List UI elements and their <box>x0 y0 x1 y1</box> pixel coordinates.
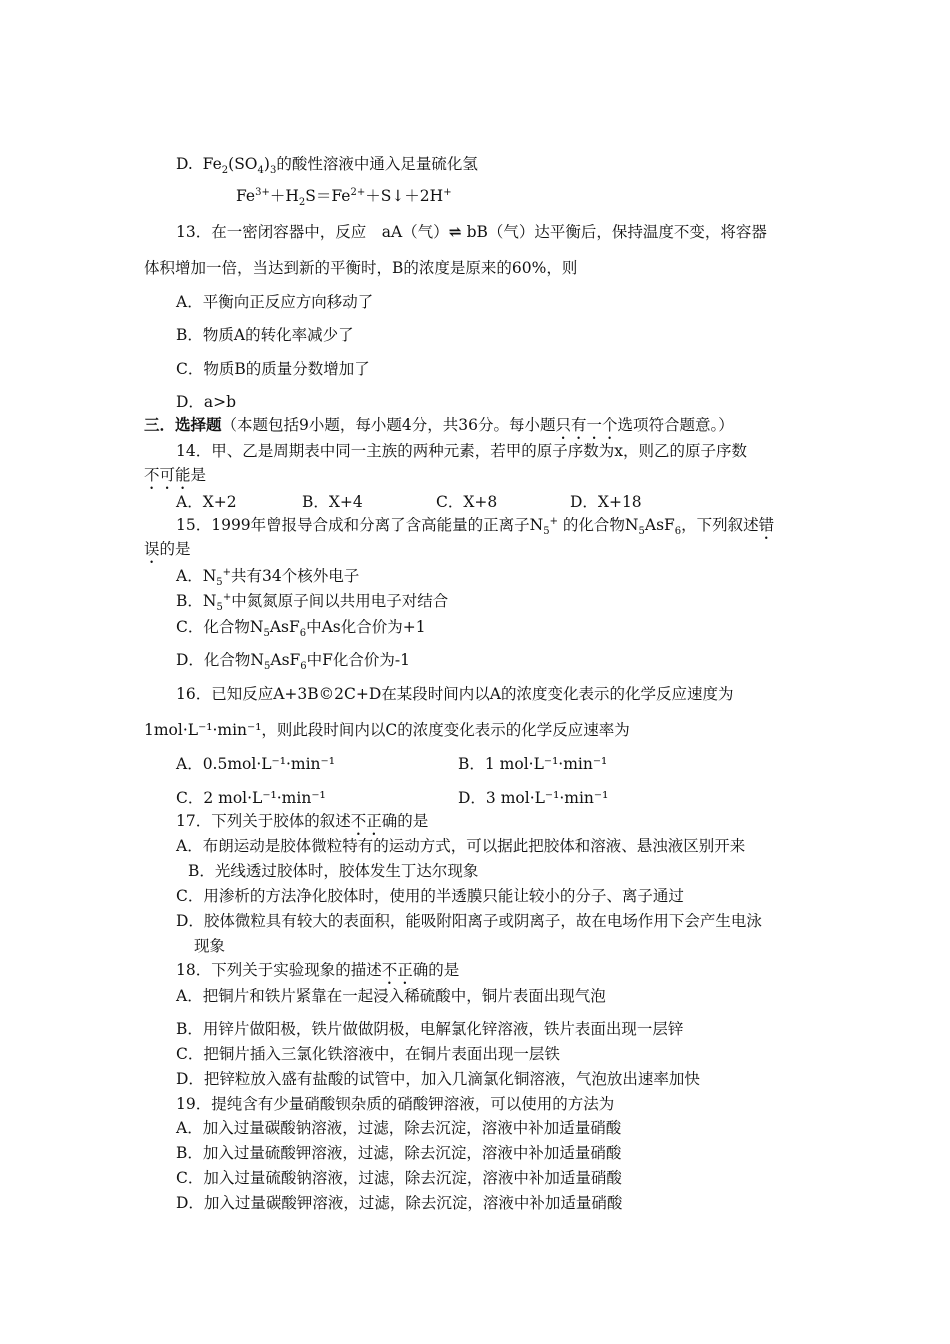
q18-option-b: B．用锌片做阳极，铁片做做阴极，电解氯化锌溶液，铁片表面出现一层锌 <box>176 1020 684 1038</box>
q13-option-b: B．物质A的转化率减少了 <box>176 326 354 344</box>
q18-option-a: A．把铜片和铁片紧靠在一起浸入稀硫酸中，铜片表面出现气泡 <box>176 987 606 1005</box>
q15-sub: 5 <box>638 526 645 538</box>
q15-text: B．N <box>176 592 217 610</box>
q15-text: 的化合物N <box>558 516 639 534</box>
q13-stem-line2: 体积增加一倍，当达到新的平衡时，B的浓度是原来的60%，则 <box>144 259 578 277</box>
q12-option-d <box>176 154 478 177</box>
q15-stem-line2 <box>144 539 191 567</box>
q15-text: A．N <box>176 567 217 585</box>
q15-sub: 5 <box>543 526 550 538</box>
q19-option-b: B．加入过量硫酸钾溶液，过滤，除去沉淀，溶液中补加适量硝酸 <box>176 1144 622 1162</box>
q15-option-d <box>176 650 411 673</box>
eq-sup: + <box>443 186 452 198</box>
q15-text: D．化合物N <box>176 651 264 669</box>
q15-sub: 6 <box>674 526 682 538</box>
q15-sub: 5 <box>263 628 270 640</box>
q15-emphasis: 误 <box>144 540 160 558</box>
eq-sup: 3+ <box>255 186 270 198</box>
q15-text: 共有34个核外电子 <box>231 567 360 585</box>
q15-text: 15．1999年曾报导合成和分离了含高能量的正离子N <box>176 516 544 534</box>
q15-sub: 5 <box>264 661 271 673</box>
q16-stem-line1: 16．已知反应A+3B©2C+D在某段时间内以A的浓度变化表示的化学反应速度为 <box>176 685 734 703</box>
q17-option-c: C．用渗析的方法净化胶体时，使用的半透膜只能让较小的分子、离子通过 <box>176 887 684 905</box>
q15-stem-line1 <box>176 515 774 543</box>
q13-stem-line1 <box>176 222 767 242</box>
q12-option-d-label: D. <box>176 155 193 173</box>
q15-option-a <box>176 566 360 589</box>
q17-text: 确的是 <box>381 812 429 830</box>
q16-option-a: A．0.5mol·L⁻¹·min⁻¹ <box>176 755 335 773</box>
q18-text: 18．下列关于实验现象的描述 <box>176 961 382 979</box>
q14-option-c: C．X+8 <box>436 493 498 511</box>
q15-text: AsF <box>270 651 301 669</box>
section-desc-emphasis: 只有一个 <box>555 416 618 434</box>
q15-text: AsF <box>644 516 675 534</box>
q19-option-c: C．加入过量硫酸钠溶液，过滤，除去沉淀，溶液中补加适量硝酸 <box>176 1169 622 1187</box>
section-title: 三．选择题 <box>144 415 222 434</box>
q15-text: C．化合物N <box>176 618 264 636</box>
q12-sub: 4 <box>257 165 264 177</box>
q14-option-d: D．X+18 <box>570 493 642 511</box>
q15-option-b <box>176 591 449 614</box>
q18-emphasis: 不正 <box>381 961 413 979</box>
q14-stem-line2 <box>144 465 206 493</box>
q18-text: 确的是 <box>412 961 460 979</box>
q12-equation <box>236 186 452 209</box>
section-desc: 选项符合题意。） <box>617 416 734 434</box>
q18-option-c: C．把铜片插入三氯化铁溶液中，在铜片表面出现一层铁 <box>176 1045 560 1063</box>
q15-text: AsF <box>269 618 300 636</box>
q15-sub: 5 <box>216 602 223 614</box>
q15-sub: 6 <box>299 628 307 640</box>
q18-option-d: D．把锌粒放入盛有盐酸的试管中，加入几滴氯化铜溶液，气泡放出速率加快 <box>176 1070 700 1088</box>
section-3-heading <box>144 415 734 443</box>
q17-option-d-line1: D．胶体微粒具有较大的表面积，能吸附阳离子或阴离子，故在电场作用下会产生电泳 <box>176 912 762 930</box>
q16-option-b: B．1 mol·L⁻¹·min⁻¹ <box>458 755 608 773</box>
q13-option-c: C．物质B的质量分数增加了 <box>176 360 370 378</box>
q16-option-c: C．2 mol·L⁻¹·min⁻¹ <box>176 789 326 807</box>
q19-stem: 19．提纯含有少量硝酸钡杂质的硝酸钾溶液，可以使用的方法为 <box>176 1095 615 1113</box>
eq-text: Fe <box>236 187 256 205</box>
q16-option-d: D．3 mol·L⁻¹·min⁻¹ <box>458 789 609 807</box>
q15-sub: 6 <box>300 661 307 673</box>
q17-emphasis: 不正 <box>350 812 382 830</box>
q12-text: (SO <box>228 155 258 173</box>
equilibrium-arrow-icon: ⇌ <box>448 222 462 241</box>
eq-sup: 2+ <box>350 186 366 198</box>
q15-option-c <box>176 617 426 640</box>
q13-option-d: D．a>b <box>176 393 237 411</box>
q13-option-a: A．平衡向正反应方向移动了 <box>176 293 374 311</box>
q15-sup: + <box>222 591 232 603</box>
q15-text: 中As化合价为+1 <box>306 618 426 636</box>
q19-option-a: A．加入过量碳酸钠溶液，过滤，除去沉淀，溶液中补加适量硝酸 <box>176 1119 622 1137</box>
q15-sup: + <box>222 566 232 578</box>
q12-sub: 3 <box>269 165 277 177</box>
q15-text: 中氮氮原子间以共用电子对结合 <box>231 592 449 610</box>
q14-option-a: A．X+2 <box>176 493 237 511</box>
q16-stem-line2: 1mol·L⁻¹·min⁻¹，则此段时间内以C的浓度变化表示的化学反应速率为 <box>144 721 630 739</box>
eq-text: ＋H <box>269 187 299 205</box>
q15-text: 的是 <box>159 540 191 558</box>
section-desc: （本题包括9小题，每小题4分，共36分。每小题 <box>221 416 556 434</box>
q14-text: 是 <box>190 466 207 484</box>
q18-stem <box>176 960 459 988</box>
q12-text: 的酸性溶液中通入足量硫化氢 <box>276 155 478 173</box>
q13-text: bB（气）达平衡后，保持温度不变，将容器 <box>461 223 767 241</box>
q15-sub: 5 <box>216 577 223 589</box>
q17-option-a: A．布朗运动是胶体微粒特有的运动方式，可以据此把胶体和溶液、悬浊液区别开来 <box>176 837 746 855</box>
q17-option-b: B．光线透过胶体时，胶体发生丁达尔现象 <box>188 862 479 880</box>
q15-emphasis: 错 <box>758 516 775 534</box>
q15-text: ，下列叙述 <box>681 516 759 534</box>
q17-text: 17．下列关于胶体的叙述 <box>176 812 351 830</box>
q14-option-b: B．X+4 <box>302 493 363 511</box>
eq-text: S＝Fe <box>305 187 351 205</box>
q17-option-d-line2: 现象 <box>194 937 226 955</box>
eq-sub: 2 <box>298 197 306 209</box>
q14-emphasis: 不可能 <box>144 466 191 484</box>
q13-text: 13．在一密闭容器中，反应 aA（气） <box>176 223 449 241</box>
q14-stem-line1: 14．甲、乙是周期表中同一主族的两种元素，若甲的原子序数为x，则乙的原子序数 <box>176 442 747 460</box>
eq-text: ＋S↓＋2H <box>365 187 444 205</box>
q17-stem <box>176 811 428 839</box>
q15-sup: + <box>549 515 558 527</box>
q12-text: ) <box>263 155 270 173</box>
q12-text: Fe <box>202 155 222 173</box>
q12-sub: 2 <box>221 165 229 177</box>
q19-option-d: D．加入过量碳酸钾溶液，过滤，除去沉淀，溶液中补加适量硝酸 <box>176 1194 623 1212</box>
q15-text: 中F化合价为-1 <box>306 651 411 669</box>
